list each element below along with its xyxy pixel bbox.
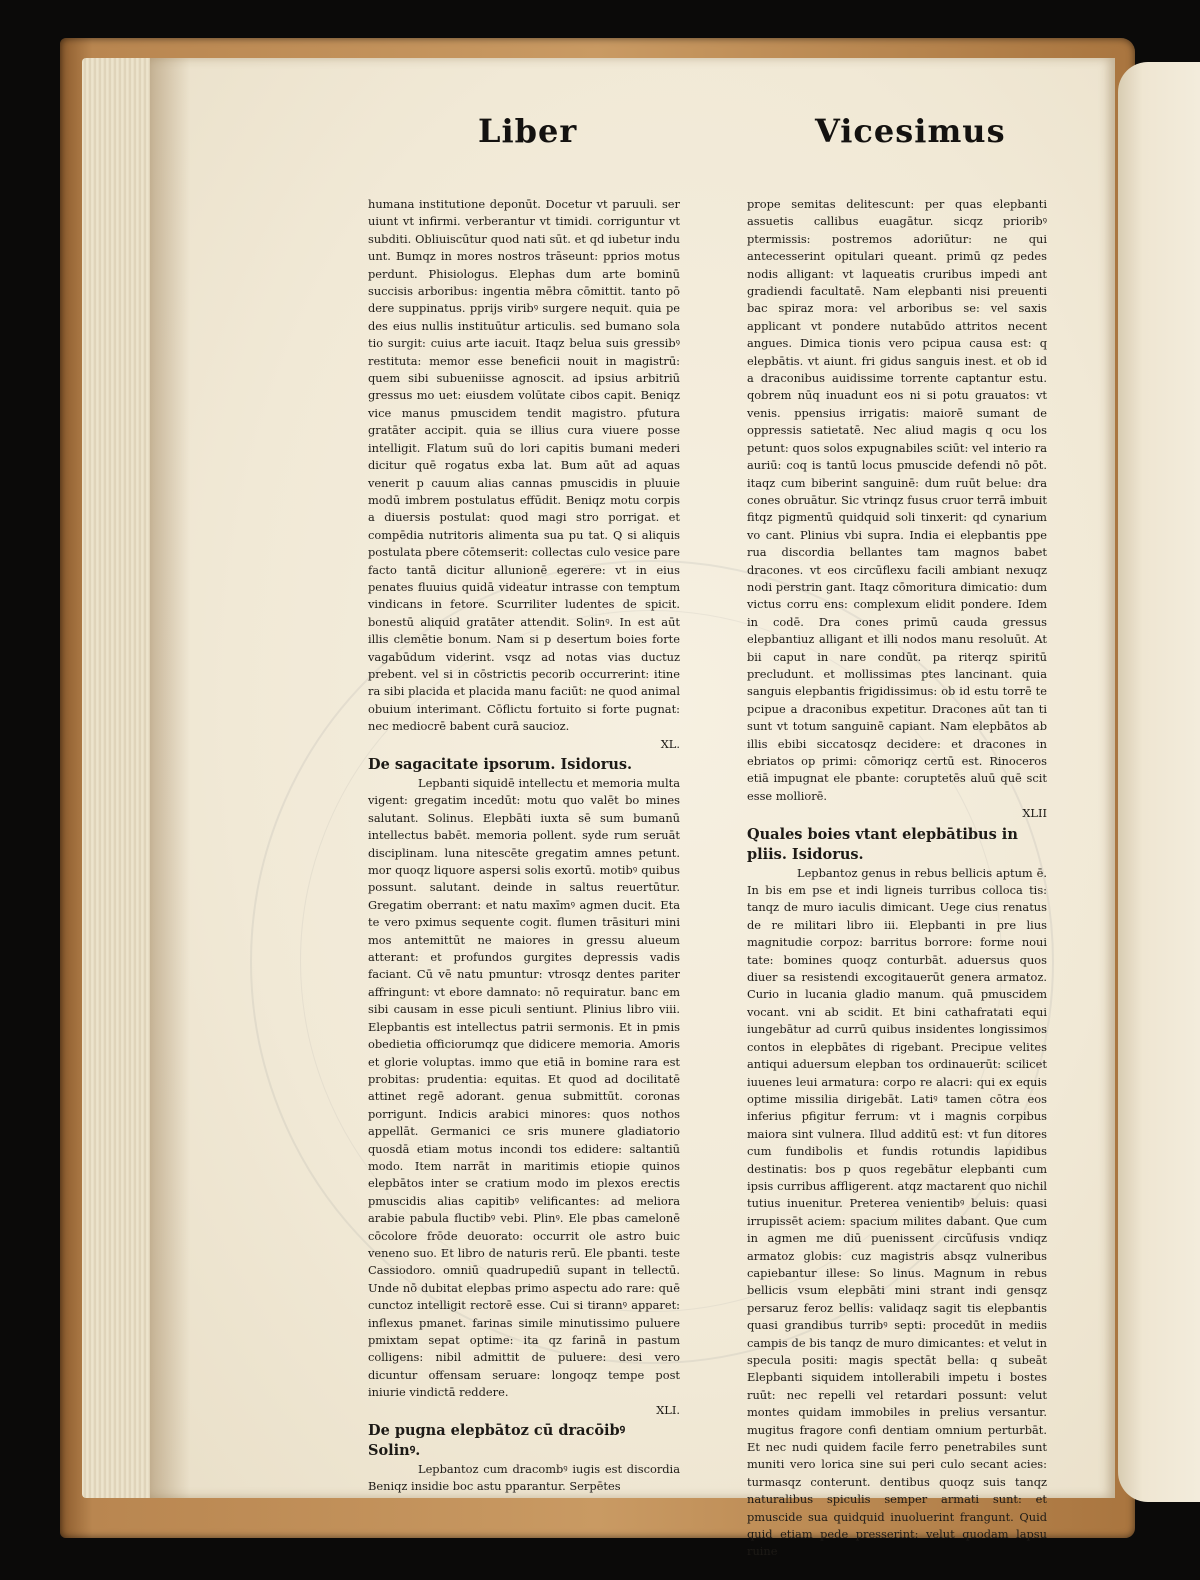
chapter-number: XLI. — [656, 1402, 680, 1417]
text-column-right — [747, 196, 1047, 1561]
running-head-left: Liber — [478, 112, 578, 150]
text-column-left — [368, 196, 680, 1496]
paragraph: prope semitas delitescunt: per quas elepbanti assuetis callibus euagātur. sicqz prioribꝰ ptermissis: postremos adoriūtur: ne qui antecesserint opitulari queant. primū qz pedes nodis alligant: vt laqueatis cruribus impedi ant gradiendi facultatē. Nam elepbanti nisi preuenti bac spiraz mora: vel arboribus se: vel saxis applicant vt pondere nutabūdo attritos necent angues. Dimica tionis vero pcipua causa est: q elepbātis. vt aiunt. fri gidus sanguis inest. et ob id a draconibus auidissime torrente captantur estu. qobrem nūq inuadunt eos ni si potu grauatos: vt venis. ppensius irrigatis: maiorē sumant de oppressis satietatē. Nec aliud magis q ocu los petunt: quos solos expugnabiles sciūt: vel interio ra auriū: coq is tantū locus pmuscide defendi nō pōt. itaqz cum biberint sanguinē: dum ruūt belue: dra cones obruātur. Sic vtrinqz fusus cruor terrā imbuit fitqz pigmentū quidquid soli tinxerit: qd cynarium vo cant. Plinius vbi supra. India ei elepbantis ppe rua discordia bellantes tam magnos babet dracones. vt eos circūflexu facili ambiant nexuqz nodi perstrin gant. Itaqz cōmoritura dimicatio: dum victus corru ens: complexum elidit pondere. Idem in codē. Dra cones primū cauda gressus elepbantiuz alligant et illi nodos manu resoluūt. At bii caput in nare condūt. pa riterqz spiritū precludunt. et mollissimas ptes lancinant. quia sanguis elepbantis frigidissimus: ob id estu torrē te pcipue a draconibus expetitur. Dracones aūt tan ti sunt vt totum sanguinē capiant. Nam elepbātos ab illis ebibi siccatosqz decidere: et dracones in ebriatos op primi: cōmoriqz certū est. Rinoceros etiā impugnat ele pbante: coruptetēs aluū quē scit esse molliorē. — [747, 197, 1047, 803]
chapter-number: XLII — [1022, 806, 1047, 821]
chapter-number: XL. — [660, 736, 680, 751]
running-head-right: Vicesimus — [815, 112, 1006, 150]
chapter-heading: De sagacitate ipsorum. Isidorus. — [368, 756, 633, 773]
chapter-heading: Quales boies vtant elepbātibus in pliis. Isidorus. — [747, 825, 1018, 863]
paragraph: humana institutione deponūt. Docetur vt paruuli. ser uiunt vt infirmi. verberantur vt timidi. corriguntur vt subditi. Obliuiscūtur quod nati sūt. et qd iubetur indu unt. Bumqz in mores nostros trāseunt: pprios motus perdunt. Phisiologus. Elephas dum arte bominū succisis arboribus: ingentia mēbra cōmittit. tanto pō dere suppinatus. pprijs viribꝰ surgere nequit. quia pe des eius nullis instituūtur articulis. sed bumano sola tio surgit: cuius arte iacuit. Itaqz belua suis gressibꝰ restituta: memor esse beneficii nouit in magistrū: quem sibi subueniisse agnoscit. ad ipsius arbitriū gressus mo uet: eiusdem volūtate cibos capit. Beniqz vice manus pmuscidem tendit magistro. pfutura gratāter accipit. quia se illius cura viuere posse intelligit. Flatum suū do lori capitis bumani mederi dicitur quē rogatus exba lat. Bum aūt ad aquas venerit p cauum alias cannas pmuscidis in pluuie modū imbrem postulatus effūdit. Beniqz motu corpis a diuersis postulat: quod magi stro porrigat. et compēdia nutritoris alimenta sua pu tat. Q si aliquis postulata pbere cōtemserit: collectas culo vesice pare facto tantā dicitur allunionē egerere: vt in eius penates fluuius quidā videatur intrasse con temptum vindicans in fetore. Scurriliter ludentes de spicit. bonestū aliquid gratāter attendit. Solinꝰ. In est aūt illis clemētie bonum. Nam si p desertum boies forte vagabūdum viderint. vsqz ad notas vias ductuz prebent. vel si in cōstrictis pecorib occurrerint: itine ra sibi placida et placida manu faciūt: ne quod animal obuium interimant. Cōflictu fortuito si forte pugnat: nec mediocrē babent curā saucioz. — [368, 197, 680, 734]
paragraph: Lepbanti siquidē intellectu et memoria multa vigent: gregatim incedūt: motu quo valēt bo mines salutant. Solinus. Elepbāti iuxta sē sum bumanū intellectus babēt. memoria pollent. syde rum seruāt disciplinam. luna nitescēte gregatim amnes petunt. mor quoqz liquore aspersi solis exortū. motibꝰ quibus possunt. salutant. deinde in saltus reuertūtur. Gregatim oberrant: et natu maxīmꝰ agmen ducit. Eta te vero pximus sequente cogit. flumen trāsituri mini mos antemittūt ne maiores in gressu alueum atterant: et profundos gurgites depressis vadis faciant. Cū vē natu pmuntur: vtrosqz dentes pariter affringunt: vt ebore damnato: nō requiratur. banc em sibi causam in esse piculi sentiunt. Plinius libro viii. Elepbantis est intellectus patrii sermonis. Et in pmis obedietia officiorumqz que didicere memoria. Amoris et glorie voluptas. immo que etiā in bomine rara est probitas: prudentia: equitas. Et quod ad docilitatē attinet regē adorant. genua submittūt. coronas porrigunt. Indicis arabici minores: quos nothos appellāt. Germanici ce sris munere gladiatorio quosdā etiam motus incondi tos edidere: saltantiū modo. Item narrāt in maritimis etiopie quinos elepbātos inter se cratium modo im plexos erectis pmuscidis alias capitibꝰ velificantes: ad meliora arabie pabula fluctibꝰ vebi. Plinꝰ. Ele pbas camelonē cōcolore frōde deuorato: occurrit ole astro buic veneno suo. Et libro de naturis rerū. Ele pbanti. teste Cassiodoro. omniū quadrupediū supant in tellectū. Unde nō dubitat elepbas primo aspectu ado rare: quē cunctoz intelligit rectorē esse. Cui si tirannꝰ apparet: inflexus pmanet. farinas simile minutissimo puluere pmixtam sepat optime: ita qz farinā in pastum colligens: nibil admittit de puluere: desi vero dicuntur offensam seruare: longoqz tempe post iniurie vindictā reddere. — [368, 776, 680, 1400]
facing-page-edge — [1118, 62, 1200, 1502]
gutter-shadow — [150, 58, 190, 1498]
chapter-heading: De pugna elepbātoz cū dracōibꝰ Solinꝰ. — [368, 1422, 626, 1460]
paragraph: Lepbantoz genus in rebus bellicis aptum ē. In bis em pse et indi ligneis turribus colloca tis: tanqz de muro iaculis dimicant. Uege cius renatus de re militari libro iii. Elepbanti in pre lius magnitudie corpoz: barritus borrore: forme noui tate: bomines quoqz conturbāt. aduersus quos diuer sa resistendi excogitauerūt genera armatoz. Curio in lucania gladio manum. quā pmuscidem vocant. vni ab scidit. Et bini cathafratati equi iungebātur ad currū quibus insidentes longissimos contos in elepbātes di rigebant. Precipue velites antiqui aduersum elepban tos ordinauerūt: scilicet iuuenes leui armatura: corpo re alacri: qui ex equis optime missilia dirigebāt. Latiꝰ tamen cōtra eos inferius pfigitur ferrum: vt i magnis corpibus maiora sint vulnera. Illud additū est: vt fun ditores cum fundibolis et fundis rotundis lapidibus destinatis: bos p quos regebātur elepbanti cum ipsis curribus affligerent. atqz mactarent quo nichil tutius inuenitur. Preterea venientibꝰ beluis: quasi irrupissēt aciem: spacium milites dabant. Que cum in agmen me diū puenissent circūfusis vndiqz armatoz globis: cuz magistris absqz vulneribus capiebantur illese: So linus. Magnum in rebus bellicis vsum elepbāti mini strant indi gensqz persaruz feroz bellis: validaqz sagit tis elepbantis quasi grandibus turribꝰ septi: procedūt in mediis campis de bis tanqz de muro dimicantes: et velut in specula positi: magis spectāt bella: q subeāt Elepbanti siquidem intollerabili impetu i bostes ruūt: nec repelli vel retardari possunt: velut montes quidam immobiles in prelius versantur. mugitus fragore confi dentiam omnium perturbāt. Et nec nudi quidem facile ferro penetrabiles sunt muniti vero lorica sine sui peri culo secant acies: turmasqz conterunt. dentibus quoqz suis tanqz naturalibus spiculis semper armati sunt: et pmuscide sua quidquid inuoluerint frangunt. Quid quid etiam pede presserint: velut quodam lapsu ruine — [747, 865, 1047, 1559]
paragraph: Lepbantoz cum dracombꝰ iugis est discordia Beniqz insidie boc astu pparantur. Serpētes — [368, 1462, 680, 1494]
